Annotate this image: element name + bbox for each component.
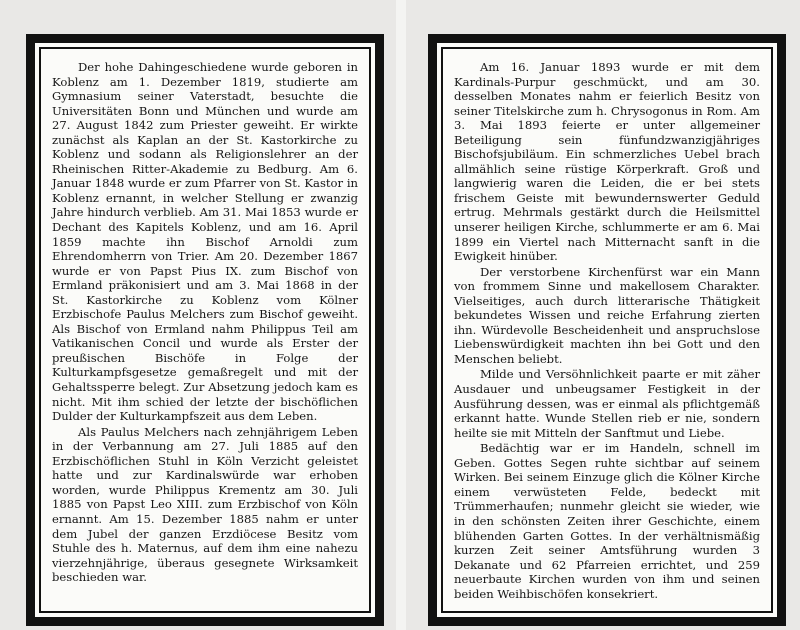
- page-fold: [396, 0, 406, 630]
- right-mourning-card: [428, 34, 786, 626]
- right-paragraph-2: Der verstorbene Kirchenfürst war ein Mann von frommem Sinne und makellosem Charakter. Vielseitiges, auch durch litterarische Thätigkeit bekundetes Wissen und reiche Erfahrung zierten ihn. Würdevolle Bescheidenheit und anspruchslose Liebenswürdigkeit machten ihn bei Gott und den Menschen beliebt.: [454, 264, 760, 366]
- right-paragraph-3: Milde und Versöhnlichkeit paarte er mit zäher Ausdauer und unbeugsamer Festigkeit in der Ausführung dessen, was er einmal als pflichtgemäß erkannt hatte. Wunde Stellen rieb er nie, sondern heilte sie mit Mitteln der Sanftmut und Liebe.: [454, 367, 760, 440]
- left-paragraph-1: Der hohe Dahingeschiedene wurde geboren in Koblenz am 1. Dezember 1819, studierte am Gymnasium seiner Vaterstadt, besuchte die Universitäten Bonn und München und wurde am 27. August 1842 zum Priester geweiht. Er wirkte zunächst als Kaplan an der St. Kastorkirche zu Koblenz und sodann als Religionslehrer an der Rheinischen Ritter-Akademie zu Bedburg. Am 6. Januar 1848 wurde er zum Pfarrer von St. Kastor in Koblenz ernannt, in welcher Stellung er zwanzig Jahre hindurch verblieb. Am 31. Mai 1853 wurde er Dechant des Kapitels Koblenz, und am 16. April 1859 machte ihn Bischof Arnoldi zum Ehrendomherrn von Trier. Am 20. Dezember 1867 wurde er von Papst Pius IX. zum Bischof von Ermland präkonisiert und am 3. Mai 1868 in der St. Kastorkirche zu Koblenz vom Kölner Erzbischofe Paulus Melchers zum Bischof geweiht. Als Bischof von Ermland nahm Philippus Teil am Vatikanischen Concil und wurde als Erster der preußischen Bischöfe in Folge der Kulturkampfsgesetze gemaßregelt und mit der Gehaltssperre belegt. Zur Absetzung jedoch kam es nicht. Mit ihm schied der letzte der bischöflichen Dulder der Kulturkampfszeit aus dem Leben.: [52, 60, 358, 424]
- right-paragraph-4: Bedächtig war er im Handeln, schnell im Geben. Gottes Segen ruhte sichtbar auf seinem Wirken. Bei seinem Einzuge glich die Kölner Kirche einem verwüsteten Felde, bedeckt mit Trümmerhaufen; nunmehr gleicht sie wieder, wie in den schönsten Zeiten ihrer Geschichte, einem blühenden Garten Gottes. In der verhältnismäßig kurzen Zeit seiner Amtsführung wurden 3 Dekanate und 62 Pfarreien errichtet, und 259 neuerbaute Kirchen wurden von ihm und seinen beiden Weihbischöfen konsekriert.: [454, 441, 760, 601]
- left-mourning-card: [26, 34, 384, 626]
- left-card-text-area: [35, 43, 375, 617]
- right-paragraph-1: Am 16. Januar 1893 wurde er mit dem Kardinals-Purpur geschmückt, und am 30. desselben Monates nahm er feierlich Besitz von seiner Titelskirche zum h. Chrysogonus in Rom. Am 3. Mai 1893 feierte er unter allgemeiner Beteiligung sein fünfundzwanzigjähriges Bischofsjubiläum. Ein schmerzliches Uebel brach allmählich seine rüstige Körperkraft. Groß und langwierig waren die Leiden, die er bei stets frischem Geiste mit bewundernswerter Geduld ertrug. Mehrmals gestärkt durch die Heilsmittel unserer heiligen Kirche, schlummerte er am 6. Mai 1899 ein Viertel nach Mitternacht sanft in die Ewigkeit hinüber.: [454, 60, 760, 264]
- left-paragraph-2: Als Paulus Melchers nach zehnjährigem Leben in der Verbannung am 27. Juli 1885 auf den Erzbischöflichen Stuhl in Köln Verzicht geleistet hatte und zur Kardinalswürde war erhoben worden, wurde Philippus Krementz am 30. Juli 1885 von Papst Leo XIII. zum Erzbischof von Köln ernannt. Am 15. Dezember 1885 nahm er unter dem Jubel der ganzen Erzdiöcese Besitz vom Stuhle des h. Maternus, auf dem ihm eine nahezu vierzehnjährige, überaus gesegnete Wirksamkeit beschieden war.: [52, 424, 358, 585]
- right-card-text-area: [437, 43, 777, 617]
